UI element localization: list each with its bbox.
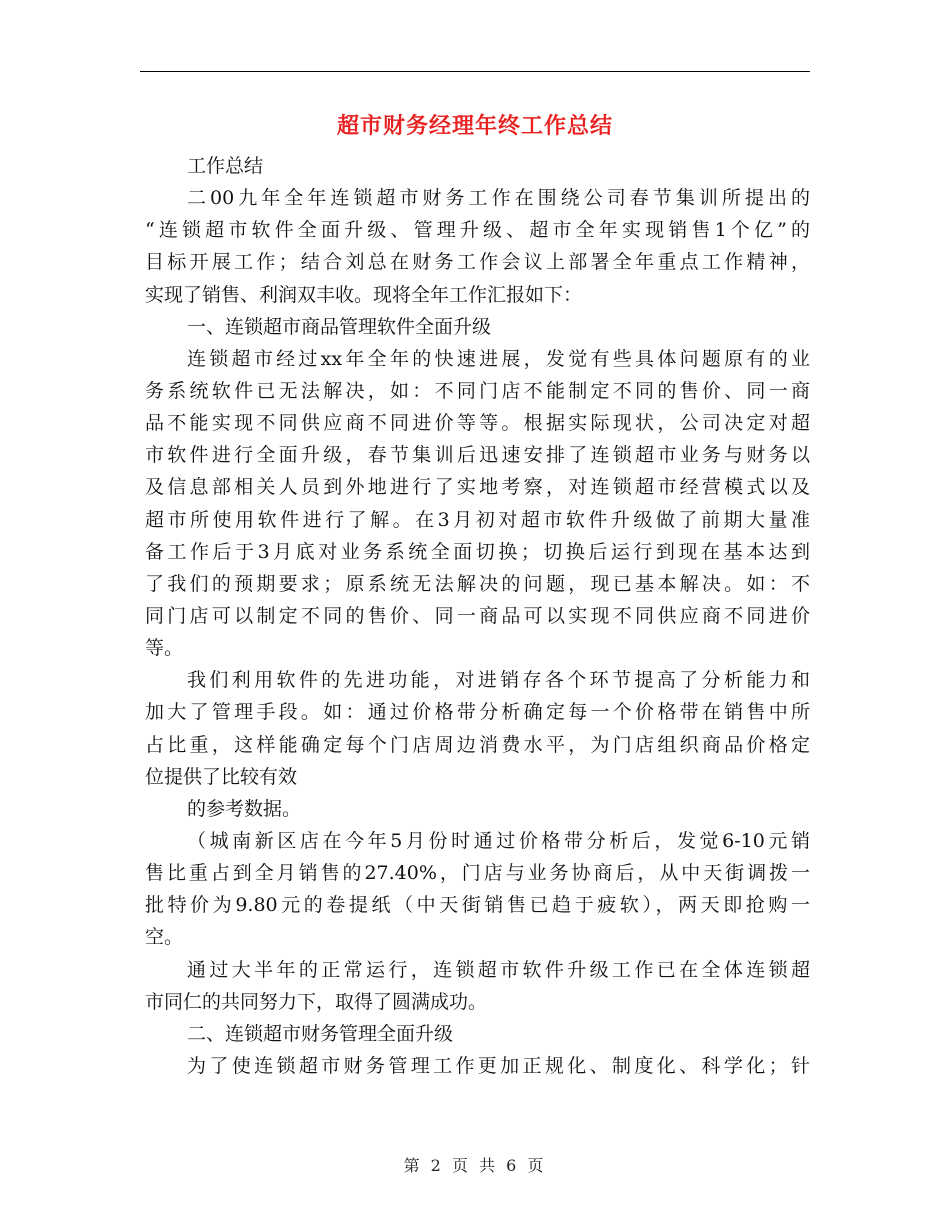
body-line: 连锁超市经过xx年全年的快速进展，发觉有些具体问题原有的业 [187, 347, 810, 370]
body-line: 超市所使用软件进行了解。在3月初对超市软件升级做了前期大量准 [145, 508, 810, 531]
body-line: 务系统软件已无法解决，如：不同门店不能制定不同的售价、同一商 [145, 379, 810, 402]
document-title: 超市财务经理年终工作总结 [336, 113, 613, 139]
body-line: 通过大半年的正常运行，连锁超市软件升级工作已在全体连锁超 [187, 958, 810, 981]
body-line: 的参考数据。 [187, 797, 302, 820]
header-rule [140, 71, 810, 72]
section-heading: 二、连锁超市财务管理全面升级 [187, 1022, 454, 1045]
body-line: 售比重占到全月销售的27.40%，门店与业务协商后，从中天街调拨一 [145, 862, 810, 885]
document-body [145, 150, 810, 1082]
body-line: 市同仁的共同努力下，取得了圆满成功。 [145, 990, 488, 1013]
body-line: 同门店可以制定不同的售价、同一商品可以实现不同供应商不同进价 [145, 604, 810, 627]
body-line: 加大了管理手段。如：通过价格带分析确定每一个价格带在销售中所 [145, 701, 810, 724]
body-line: （城南新区店在今年5月份时通过价格带分析后，发觉6-10元销 [187, 829, 810, 852]
body-line: 我们利用软件的先进功能，对进销存各个环节提高了分析能力和 [187, 669, 810, 692]
body-line: 等。 [145, 637, 184, 660]
body-line: 工作总结 [187, 155, 264, 177]
body-line: 位提供了比较有效 [145, 765, 298, 788]
body-line: 了我们的预期要求；原系统无法解决的问题，现已基本解决。如：不 [145, 572, 810, 595]
body-line: 备工作后于3月底对业务系统全面切换；切换后运行到现在基本达到 [145, 540, 810, 563]
section-heading: 一、连锁超市商品管理软件全面升级 [187, 315, 492, 338]
body-line: 为了使连锁超市财务管理工作更加正规化、制度化、科学化；针 [187, 1054, 810, 1077]
page-number: 第 2 页 共 6 页 [403, 1156, 547, 1175]
body-line: 市软件进行全面升级，春节集训后迅速安排了连锁超市业务与财务以 [145, 444, 810, 467]
body-line: “连锁超市软件全面升级、管理升级、超市全年实现销售1个亿”的 [145, 219, 810, 242]
body-line: 批特价为9.80元的卷提纸（中天街销售已趋于疲软），两天即抢购一 [145, 894, 810, 917]
body-line: 及信息部相关人员到外地进行了实地考察，对连锁超市经营模式以及 [145, 476, 810, 499]
body-line: 占比重，这样能确定每个门店周边消费水平，为门店组织商品价格定 [145, 733, 810, 756]
body-line: 二00九年全年连锁超市财务工作在围绕公司春节集训所提出的 [187, 187, 810, 210]
body-line: 品不能实现不同供应商不同进价等等。根据实际现状，公司决定对超 [145, 412, 810, 435]
body-line: 空。 [145, 926, 184, 949]
body-line: 实现了销售、利润双丰收。现将全年工作汇报如下： [145, 283, 583, 306]
body-line: 目标开展工作；结合刘总在财务工作会议上部署全年重点工作精神， [145, 251, 810, 274]
